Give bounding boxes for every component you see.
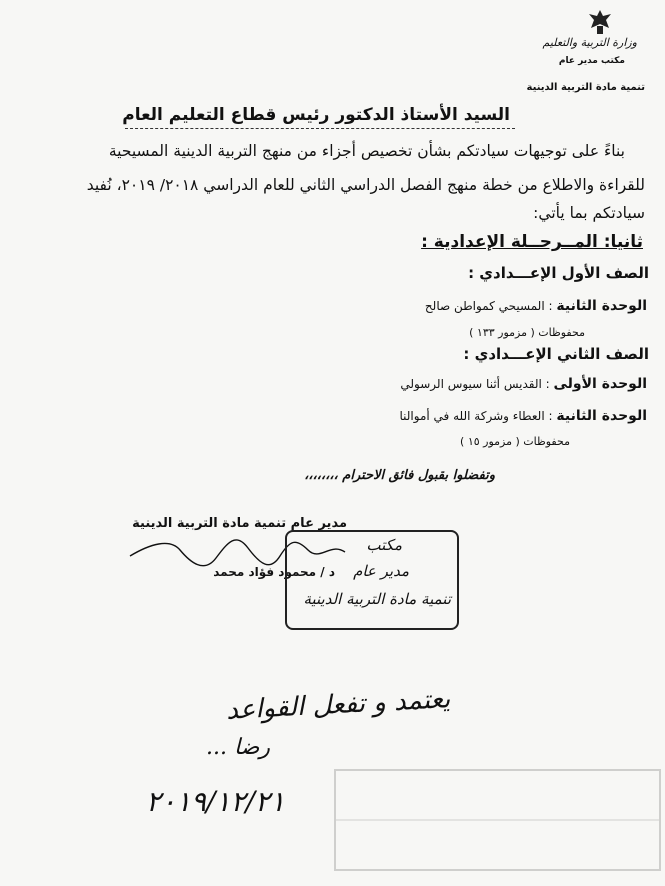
office-label: مكتب مدير عام (558, 56, 625, 66)
signature-title: مدير عام تنمية مادة التربية الدينية (132, 516, 347, 531)
memorization-line: محفوظات ( مزمور ١٥ ) (460, 435, 570, 448)
stamp-line: مكتب (366, 536, 402, 554)
grade-heading: الصف الثاني الإعـــدادي : (463, 345, 649, 363)
body-line-1: بناءً على توجيهات سيادتكم بشأن تخصيص أجزاء من منهج التربية الدينية المسيحية (108, 142, 625, 160)
handwritten-date: ٢٠١٩/١٢/٢١ (145, 785, 285, 818)
stage-heading: ثانيا: المــرحــلة الإعدادية : (421, 232, 643, 252)
office-stamp (285, 530, 459, 630)
unit-text: : المسيحي كمواطن صالح (424, 299, 553, 313)
department-label: تنمية مادة التربية الدينية (526, 82, 645, 93)
unit-text: : القديس أثنا سيوس الرسولي (400, 377, 550, 391)
unit-line (400, 376, 647, 392)
eagle-emblem-icon (585, 8, 615, 36)
unit-line (425, 298, 647, 314)
handwritten-initials: رضا ... (206, 735, 270, 760)
signatory-name: د / محمود فؤاد محمد (213, 565, 335, 579)
unit-line (400, 408, 648, 424)
stamp-line: تنمية مادة التربية الدينية (303, 590, 451, 608)
unit-label: الوحدة الأولى (553, 376, 647, 392)
handwritten-note: يعتمد و تفعل القواعد (224, 684, 451, 726)
closing-line: وتفضلوا بقبول فائق الاحترام ،،،،،،،، (304, 468, 495, 483)
addressee-title: السيد الأستاذ الدكتور رئيس قطاع التعليم العام (122, 105, 510, 125)
stamp-line: مدير عام (353, 562, 409, 580)
faint-background-stamp (330, 765, 665, 875)
ministry-label: وزارة التربية والتعليم (542, 36, 637, 49)
unit-label: الوحدة الثانية (556, 408, 647, 424)
body-line-2: للقراءة والاطلاع من خطة منهج الفصل الدراسي الثاني للعام الدراسي ٢٠١٨/ ٢٠١٩، نُفيد (86, 176, 645, 194)
unit-text: : العطاء وشركة الله في أموالنا (399, 409, 553, 423)
grade-heading: الصف الأول الإعـــدادي : (468, 264, 649, 282)
body-line-3: سيادتكم بما يأتي: (533, 204, 645, 222)
memorization-line: محفوظات ( مزمور ١٣٣ ) (469, 326, 585, 339)
divider (125, 128, 515, 129)
unit-label: الوحدة الثانية (556, 298, 647, 314)
